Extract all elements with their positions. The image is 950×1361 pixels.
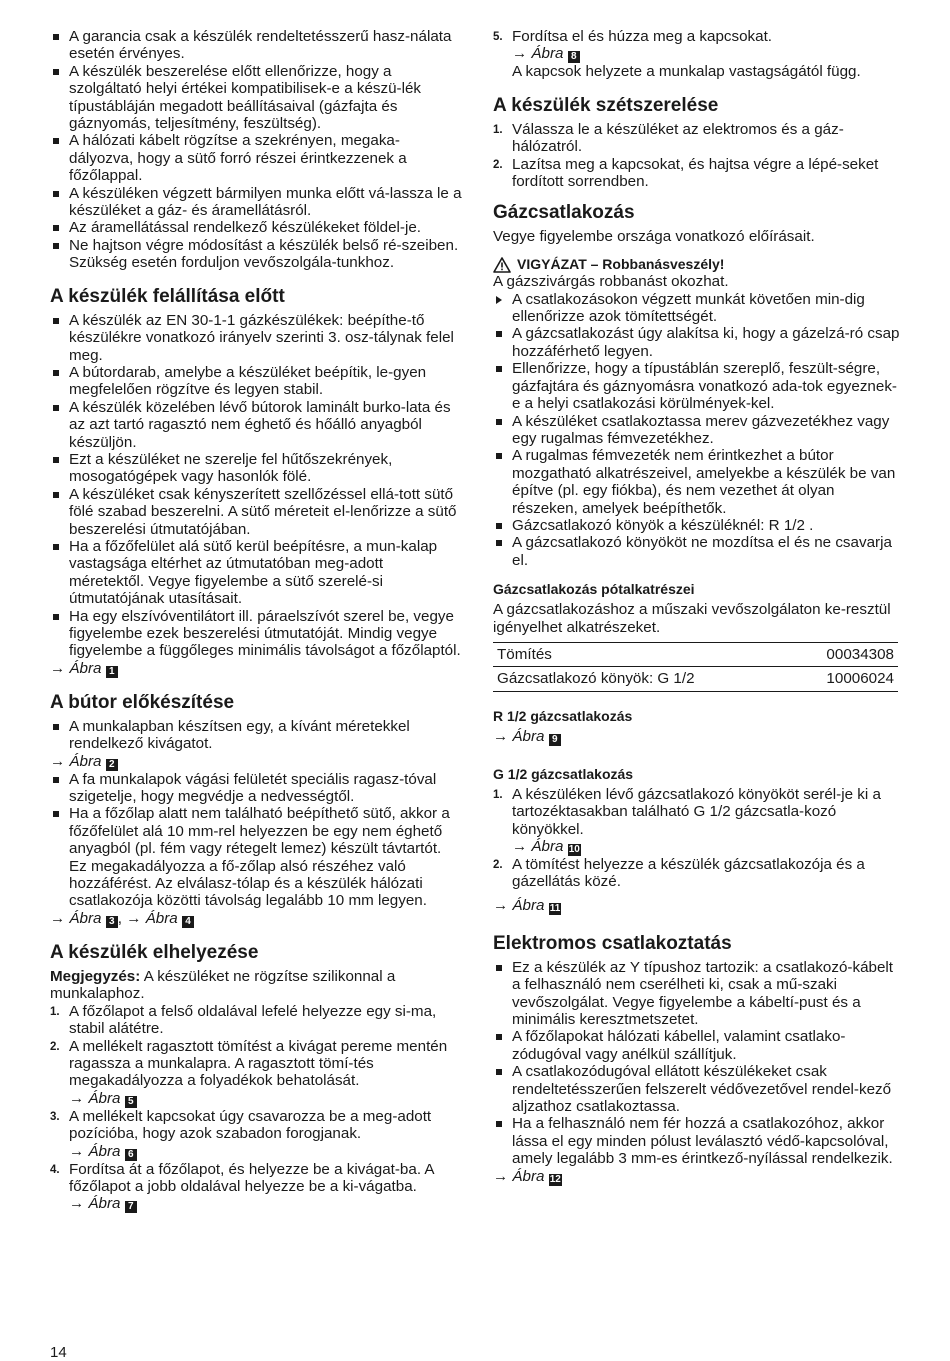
list-item: A gázcsatlakozó könyököt ne mozdítsa el és ne csavarja el. xyxy=(493,534,903,569)
figure-number-badge: 4 xyxy=(182,916,194,928)
figure-number-badge: 1 xyxy=(106,666,118,678)
figure-number-badge: 2 xyxy=(106,759,118,771)
placement-note: Megjegyzés: A készüléket ne rögzítse szilikonnal a munkalaphoz. xyxy=(50,967,396,1003)
part-name: Tömítés xyxy=(493,642,789,666)
figure-number-badge: 10 xyxy=(568,844,580,855)
list-item: A munkalapban készítsen egy, a kívánt méretekkel rendelkező kivágatot. xyxy=(50,718,462,753)
figure-reference: → Ábra 3 , → Ábra 4 xyxy=(50,910,462,928)
list-item: A garancia csak a készülék rendeltetésszerű hasz-nálata esetén érvényes. xyxy=(50,28,462,63)
spare-parts-table xyxy=(493,642,898,692)
figure-reference: → Ábra 1 xyxy=(50,660,462,678)
warning-text: A gázszivárgás robbanást okozhat. xyxy=(493,273,729,291)
table-row xyxy=(493,667,898,691)
list-item: Ha a főzőfelület alá sütő kerül beépítésre, a mun-kalap vastagsága eltérhet az útmutatóban meg-adott méretektől. Vegye figyelembe a sütő szerelé-si útmutatójának utasításait. xyxy=(50,538,462,608)
list-item: 1. A főzőlapot a felső oldalával lefelé helyezze egy si-ma, stabil alátétre. xyxy=(50,1002,437,1038)
list-item: A rugalmas fémvezeték nem érintkezhet a bútor mozgatható alkatrészeivel, amelyekbe a készülék be van építve (pl. egy fiókba), és nem vezethet át olyan részeken, amelyek beépíthetők. xyxy=(493,447,903,517)
intro-bullet-list xyxy=(50,28,462,272)
list-item: Ha a főzőlap alatt nem található beépíthető sütő, akkor a főzőfelület alá 10 mm-rel helyezzen be egy nem éghető anyagból (pl. fém vagy rétegelt lemez) készült távtartót. Ez megakadályozza a fő-zőlap alsó részéhez való hozzáférést. Az elválasz-tólap és a készülék hálózati csatlakozója közötti távolság legalább 10 mm legyen. xyxy=(50,805,462,909)
right-arrow-icon: → xyxy=(493,896,513,914)
figure-number-badge: 7 xyxy=(125,1201,137,1213)
figure-reference: → Ábra 5 xyxy=(69,1090,462,1108)
gas-connection-heading: Gázcsatlakozás xyxy=(493,202,635,224)
list-item: A készülék közelében lévő bútorok laminált burko-lata és az azt tartó ragasztó nem éghető és hőálló anyagból készüljön. xyxy=(50,399,462,451)
right-arrow-icon: → xyxy=(69,1142,89,1160)
list-item: 5. Fordítsa el és húzza meg a kapcsokat. → Ábra 8 A kapcsok helyzete a munkalap vastagságától függ. xyxy=(493,28,903,81)
list-item: Ez a készülék az Y típushoz tartozik: a csatlakozó-kábelt a felhasználó nem cserélheti ki, csak a mű-szaki vevőszolgálat. Vegye figyelembe a kábeltí-pust és a minimális keresztmetszetet. xyxy=(493,959,903,1029)
list-item: A készülék beszerelése előtt ellenőrizze, hogy a szolgáltató helyi értékei kompatibilisek-e a készü-lék típustábláján megadott beállításaival (gázfajta és gáznyomás, teljesítmény, feszültség). xyxy=(50,63,462,133)
note-label: Megjegyzés: xyxy=(50,967,141,985)
figure-reference: → Ábra 6 xyxy=(69,1143,462,1161)
page-number: 14 xyxy=(50,1344,67,1361)
spare-parts-text: A gázcsatlakozáshoz a műszaki vevőszolgálaton ke-resztül igényelhet alkatrészeket. xyxy=(493,601,891,636)
right-arrow-icon: → xyxy=(126,909,146,927)
figure-reference: → Ábra 12 xyxy=(493,1167,561,1185)
right-column xyxy=(493,28,903,1186)
list-item: 2. Lazítsa meg a kapcsokat, és hajtsa végre a lépé-seket fordított sorrendben. xyxy=(493,155,879,191)
list-item: A csatlakozódugóval ellátott készülékeket csak rendeltetésszerűen felszerelt védővezetővel rendel-kező aljzathoz csatlakoztassa. xyxy=(493,1063,903,1115)
list-item: A bútordarab, amelybe a készüléket beépítik, le-gyen megfelelően rögzítve és legyen stabil. xyxy=(50,364,462,399)
right-arrow-icon: → xyxy=(69,1195,89,1213)
figure-number-badge: 11 xyxy=(549,902,561,914)
furniture-heading: A bútor előkészítése xyxy=(50,691,235,713)
setup-heading: A készülék felállítása előtt xyxy=(50,285,285,307)
right-arrow-icon: → xyxy=(493,1167,513,1185)
removal-heading: A készülék szétszerelése xyxy=(493,94,719,116)
gas-bullet-list xyxy=(493,325,903,569)
list-item: 2. A mellékelt ragasztott tömítést a kivágat pereme mentén ragassza a munkalapra. A ragasztott tömí-tés megakadályozza a folyadékok behatolását. → Ábra 5 xyxy=(50,1038,462,1108)
warning-triangle-icon xyxy=(493,257,511,273)
figure-number-badge: 3 xyxy=(106,916,118,928)
right-arrow-icon: → xyxy=(493,727,513,745)
list-item: A csatlakozásokon végzett munkát követően min-dig ellenőrizze azok tömítettségét. xyxy=(493,291,903,326)
list-item: Gázcsatlakozó könyök a készüléknél: R 1/2 . xyxy=(493,517,903,534)
removal-steps xyxy=(493,121,903,191)
list-item: Ezt a készüléket ne szerelje fel hűtőszekrények, mosogatógépek vagy hasonlók fölé. xyxy=(50,451,462,486)
figure-reference: → Ábra 9 xyxy=(493,728,903,746)
list-item: 1. Válassza le a készüléket az elektromos és a gáz-hálózatról. xyxy=(493,120,844,156)
list-item: 2. A tömítést helyezze a készülék gázcsatlakozója és a gázellátás közé. xyxy=(493,856,865,891)
list-item: 4. Fordítsa át a főzőlapot, és helyezze be a kivágat-ba. A főzőlapot a jobb oldalával helyezze be a ki-vágatba. → Ábra 7 xyxy=(50,1161,462,1214)
figure-number-badge: 12 xyxy=(549,1173,561,1185)
list-item: A készüléket csak kényszerített szellőzéssel ellá-tott sütő fölé szabad beszerelni. A sütő méreteit el-lenőrizze a sütő beszerelési útmutatójában. xyxy=(50,486,462,538)
list-item: 1. A készüléken lévő gázcsatlakozó könyököt serél-je ki a tartozéktasakban található G 1/2 gázcsatla-kozó könyökkel. → Ábra 10 xyxy=(493,786,903,856)
furniture-bullet-list-2 xyxy=(50,771,462,910)
list-item: A készüléket csatlakoztassa merev gázvezetékhez vagy egy rugalmas fémvezetékhez. xyxy=(493,413,903,448)
figure-reference: → Ábra 8 xyxy=(512,45,903,63)
list-item: Ellenőrizze, hogy a típustáblán szereplő, feszült-ségre, gázfajtára és gáznyomásra vonatkozó ada-tok egyeznek-e a helyi csatlakozási körülmények-kel. xyxy=(493,360,903,412)
right-arrow-icon: → xyxy=(512,838,532,855)
right-arrow-icon: → xyxy=(50,909,70,927)
list-item: Ha egy elszívóventilátort ill. páraelszívót szerel be, vegye figyelembe ezek beszerelési útmutatóját. Mindig vegye figyelembe a függőleges minimális távolságot a főzőlaptól. xyxy=(50,608,462,660)
placement-steps-continued xyxy=(493,28,903,81)
placement-heading: A készülék elhelyezése xyxy=(50,941,259,963)
table-row xyxy=(493,642,898,666)
electric-connection-heading: Elektromos csatlakoztatás xyxy=(493,932,732,954)
figure-number-badge: 6 xyxy=(125,1149,137,1161)
spare-parts-heading: Gázcsatlakozás pótalkatrészei xyxy=(493,581,695,598)
gas-intro: Vegye figyelembe országa vonatkozó előírásait. xyxy=(493,228,815,246)
list-item: A készülék az EN 30-1-1 gázkészülékek: beépíthe-tő készülékre vonatkozó irányelv szerinti 3. osz-tálynak felel meg. xyxy=(50,312,462,364)
list-item: A hálózati kábelt rögzítse a szekrényen, megaka-dályozva, hogy a sütő forró részei érintkezzenek a főzőlappal. xyxy=(50,132,462,184)
left-column xyxy=(50,28,462,1213)
list-item: A gázcsatlakozást úgy alakítsa ki, hogy a gázelzá-ró csap hozzáférhető legyen. xyxy=(493,325,903,360)
figure-number-badge: 9 xyxy=(549,734,561,746)
r12-heading: R 1/2 gázcsatlakozás xyxy=(493,707,633,724)
figure-reference: → Ábra 10 xyxy=(512,838,580,855)
g12-steps xyxy=(493,786,903,891)
figure-number-badge: 8 xyxy=(568,51,580,63)
list-item: A fa munkalapok vágási felületét speciális ragasz-tóval szigetelje, hogy megvédje a nedvességtől. xyxy=(50,771,462,806)
part-code: 10006024 xyxy=(789,667,898,691)
setup-bullet-list xyxy=(50,312,462,660)
right-arrow-icon: → xyxy=(512,45,532,63)
list-item: Az áramellátással rendelkező készülékeket földel-je. xyxy=(50,219,462,236)
right-arrow-icon: → xyxy=(50,752,70,770)
furniture-bullet-list xyxy=(50,718,462,753)
g12-heading: G 1/2 gázcsatlakozás xyxy=(493,765,634,782)
list-item: Ne hajtson végre módosítást a készülék belső ré-szeiben. Szükség esetén forduljon vevőszolgála-tunkhoz. xyxy=(50,237,462,272)
figure-number-badge: 5 xyxy=(125,1096,137,1108)
right-arrow-icon: → xyxy=(69,1089,89,1107)
right-arrow-icon: → xyxy=(50,659,70,677)
figure-reference: → Ábra 7 xyxy=(69,1195,462,1213)
list-item: 3. A mellékelt kapcsokat úgy csavarozza be a meg-adott pozícióba, hogy azok szabadon forogjanak. → Ábra 6 xyxy=(50,1108,462,1161)
step-note: A kapcsok helyzete a munkalap vastagságától függ. xyxy=(512,63,861,81)
list-item: A készüléken végzett bármilyen munka előtt vá-lassza le a készüléket a gáz- és áramellátásról. xyxy=(50,185,462,220)
placement-steps xyxy=(50,1003,462,1214)
figure-reference: → Ábra 2 xyxy=(50,753,462,771)
part-code: 00034308 xyxy=(789,642,898,666)
warning-title: VIGYÁZAT – Robbanásveszély! xyxy=(493,256,903,273)
figure-reference: → Ábra 11 xyxy=(493,896,561,914)
list-item: Ha a felhasználó nem fér hozzá a csatlakozóhoz, akkor lássa el egy minden pólust leválasztó védő-kapcsolóval, amely legalább 3 mm-es érintkező-nyílással rendelkezik. xyxy=(493,1115,903,1167)
list-item: A főzőlapokat hálózati kábellel, valamint csatlako-zódugóval vagy anélkül szállítjuk. xyxy=(493,1028,903,1063)
part-name: Gázcsatlakozó könyök: G 1/2 xyxy=(493,667,789,691)
warning-action-list xyxy=(493,291,903,326)
electric-bullet-list xyxy=(493,959,903,1168)
